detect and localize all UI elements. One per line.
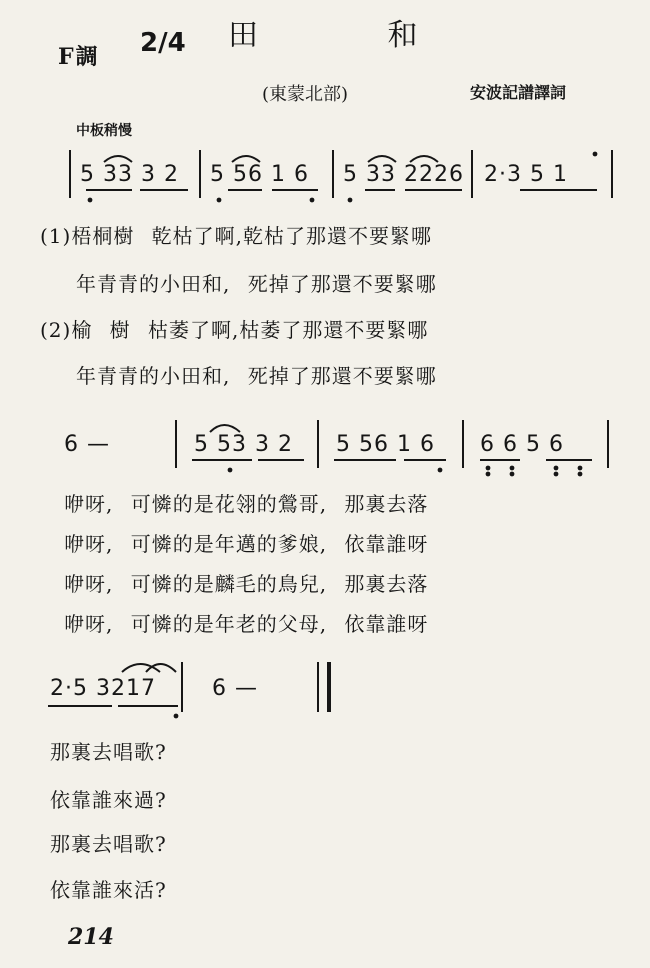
song-region: (東蒙北部) — [262, 84, 349, 105]
time-signature: 2/4 — [140, 28, 186, 58]
lyric-line-12: 依靠誰來活? — [50, 878, 167, 902]
measure-6-notes: 5 53 3 2 — [194, 432, 293, 457]
measure-2-notes: 5 56 1 6 — [210, 162, 309, 187]
measure-7-notes: 5 56 1 6 — [336, 432, 435, 457]
lyric-line-10: 依靠誰來過? — [50, 788, 167, 812]
measure-1-notes: 5 33 3 2 — [80, 162, 179, 187]
lyric-line-6: 咿呀, 可憐的是年邁的爹娘, 依靠誰呀 — [64, 532, 429, 556]
measure-8-notes: 6 6 5 6 — [480, 432, 564, 457]
lyric-line-7: 咿呀, 可憐的是麟毛的鳥兒, 那裏去落 — [64, 572, 429, 596]
measure-4-notes: 2·3 5 1 — [484, 162, 568, 187]
lyric-line-5: 咿呀, 可憐的是花翎的鶯哥, 那裏去落 — [64, 492, 429, 516]
lyric-line-9: 那裏去唱歌? — [50, 740, 167, 764]
measure-9-notes: 2·5 3217 — [50, 676, 156, 701]
measure-5-notes: 6 — — [64, 432, 110, 457]
lyric-line-11: 那裏去唱歌? — [50, 832, 167, 856]
lyric-line-3: (2)榆 樹 枯萎了啊,枯萎了那還不要緊哪 — [40, 318, 429, 342]
key-signature: F調 — [58, 44, 100, 70]
page-number: 214 — [68, 924, 114, 950]
lyric-line-4: 年青青的小田和, 死掉了那還不要緊哪 — [76, 364, 437, 388]
song-title: 田 和 — [228, 18, 478, 53]
lyric-line-1: (1)梧桐樹 乾枯了啊,乾枯了那還不要緊哪 — [40, 224, 433, 248]
song-credit: 安波記譜譯詞 — [470, 83, 567, 102]
lyric-line-8: 咿呀, 可憐的是年老的父母, 依靠誰呀 — [64, 612, 429, 636]
tempo-marking: 中板稍慢 — [76, 123, 132, 139]
measure-3-notes: 5 33 2226 — [343, 162, 464, 187]
measure-10-notes: 6 — — [212, 676, 258, 701]
lyric-line-2: 年青青的小田和, 死掉了那還不要緊哪 — [76, 272, 437, 296]
